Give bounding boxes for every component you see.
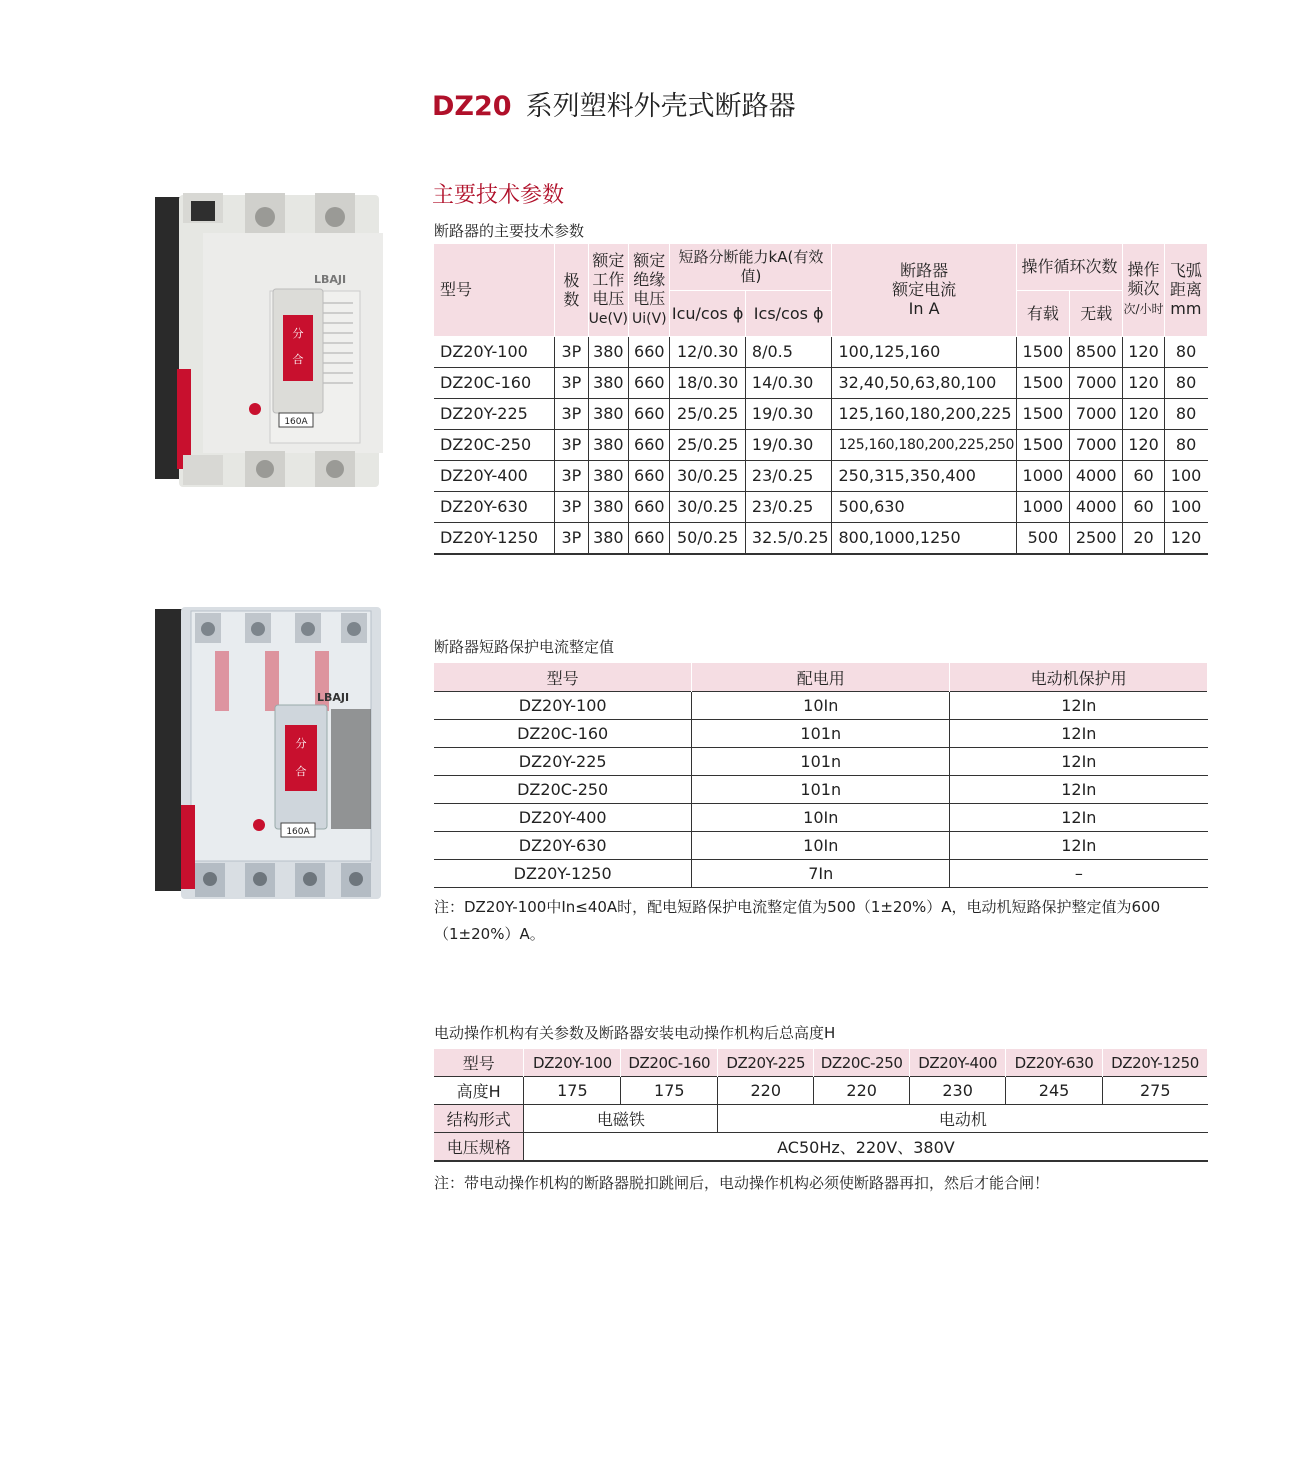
cell-ui: 660 — [629, 367, 670, 398]
cell-ue: 380 — [588, 491, 629, 522]
cell-load: 500 — [1016, 522, 1069, 554]
cell-ue: 380 — [588, 367, 629, 398]
cell-model: DZ20Y-630 — [434, 491, 555, 522]
cell-ui: 660 — [629, 429, 670, 460]
cell-ue: 380 — [588, 522, 629, 554]
cell-ics: 19/0.30 — [745, 429, 832, 460]
cell-freq: 60 — [1123, 491, 1164, 522]
cell-distribution: 10In — [692, 804, 950, 832]
cell-distribution: 101n — [692, 776, 950, 804]
cell-arc: 80 — [1164, 367, 1207, 398]
mechanism-table — [434, 1049, 1208, 1162]
cell-icu: 30/0.25 — [670, 491, 746, 522]
header-ics: Ics/cos ϕ — [745, 290, 832, 336]
cell-ue: 380 — [588, 336, 629, 367]
cell-icu: 30/0.25 — [670, 460, 746, 491]
header-rated-current: 断路器 额定电流 In A — [832, 244, 1016, 336]
header-no-load: 无载 — [1070, 290, 1123, 336]
header-model: 型号 — [434, 663, 692, 692]
header-model-item: DZ20Y-100 — [524, 1049, 621, 1077]
cell-voltage: AC50Hz、220V、380V — [524, 1133, 1208, 1162]
cell-freq: 60 — [1123, 460, 1164, 491]
cell-motor: 12In — [950, 804, 1208, 832]
cell-distribution: 101n — [692, 720, 950, 748]
cell-poles: 3P — [555, 460, 588, 491]
cell-in: 100,125,160 — [832, 336, 1016, 367]
cell-poles: 3P — [555, 398, 588, 429]
structure-label: 结构形式 — [434, 1105, 524, 1133]
cell-structure-magnet: 电磁铁 — [524, 1105, 718, 1133]
header-model-item: DZ20Y-630 — [1006, 1049, 1103, 1077]
cell-noload: 7000 — [1070, 367, 1123, 398]
cell-motor: 12In — [950, 832, 1208, 860]
table-row — [434, 1105, 1208, 1133]
cell-model: DZ20C-160 — [434, 367, 555, 398]
cell-model: DZ20Y-225 — [434, 398, 555, 429]
cell-freq: 120 — [1123, 429, 1164, 460]
table-row — [434, 1077, 1208, 1105]
cell-noload: 7000 — [1070, 429, 1123, 460]
switch-off-label: 分 — [292, 327, 304, 340]
cell-icu: 12/0.30 — [670, 336, 746, 367]
cell-arc: 80 — [1164, 398, 1207, 429]
rating-label: 160A — [284, 417, 308, 427]
table-row — [434, 832, 1208, 860]
page-title — [432, 84, 796, 123]
cell-freq: 120 — [1123, 336, 1164, 367]
cell-ui: 660 — [629, 522, 670, 554]
voltage-label: 电压规格 — [434, 1133, 524, 1162]
protection-table — [434, 663, 1208, 888]
cell-load: 1500 — [1016, 367, 1069, 398]
header-model-item: DZ20C-160 — [621, 1049, 718, 1077]
cell-ui: 660 — [629, 460, 670, 491]
table-row — [434, 1049, 1208, 1077]
cell-ics: 32.5/0.25 — [745, 522, 832, 554]
cell-freq: 120 — [1123, 367, 1164, 398]
cell-ue: 380 — [588, 460, 629, 491]
table-row — [434, 776, 1208, 804]
cell-in: 500,630 — [832, 491, 1016, 522]
cell-ui: 660 — [629, 336, 670, 367]
cell-ics: 19/0.30 — [745, 398, 832, 429]
cell-ue: 380 — [588, 429, 629, 460]
cell-poles: 3P — [555, 336, 588, 367]
cell-arc: 100 — [1164, 491, 1207, 522]
header-icu: Icu/cos ϕ — [670, 290, 746, 336]
header-model-item: DZ20Y-400 — [910, 1049, 1006, 1077]
main-parameters-table — [434, 244, 1208, 555]
cell-ue: 380 — [588, 398, 629, 429]
cell-motor: 12In — [950, 748, 1208, 776]
table-row — [434, 860, 1208, 888]
cell-arc: 80 — [1164, 336, 1207, 367]
cell-poles: 3P — [555, 429, 588, 460]
cell-height: 220 — [718, 1077, 814, 1105]
header-frequency: 操作 频次 次/小时 — [1123, 244, 1164, 336]
header-rated-voltage: 额定 工作 电压 Ue(V) — [588, 244, 629, 336]
cell-height: 245 — [1006, 1077, 1103, 1105]
cell-load: 1500 — [1016, 336, 1069, 367]
cell-noload: 8500 — [1070, 336, 1123, 367]
cell-motor: 12In — [950, 692, 1208, 720]
header-with-load: 有载 — [1016, 290, 1069, 336]
cell-model: DZ20Y-630 — [434, 832, 692, 860]
cell-model: DZ20Y-225 — [434, 748, 692, 776]
cell-height: 220 — [814, 1077, 910, 1105]
switch-off-label: 分 — [295, 737, 307, 750]
cell-model: DZ20Y-400 — [434, 460, 555, 491]
cell-height: 275 — [1103, 1077, 1208, 1105]
table-row — [434, 522, 1208, 554]
cell-distribution: 10In — [692, 832, 950, 860]
table-row — [434, 367, 1208, 398]
cell-arc: 100 — [1164, 460, 1207, 491]
cell-motor: 12In — [950, 720, 1208, 748]
cell-poles: 3P — [555, 367, 588, 398]
cell-height: 230 — [910, 1077, 1006, 1105]
brand-logo: LBAJI — [313, 273, 347, 286]
brand-logo: LBAJI — [316, 691, 350, 704]
cell-noload: 4000 — [1070, 460, 1123, 491]
table-row — [434, 398, 1208, 429]
cell-model: DZ20C-250 — [434, 776, 692, 804]
cell-model: DZ20C-250 — [434, 429, 555, 460]
cell-structure-motor: 电动机 — [718, 1105, 1208, 1133]
cell-noload: 7000 — [1070, 398, 1123, 429]
cell-in: 125,160,180,200,225,250 — [832, 429, 1016, 460]
switch-on-label: 合 — [292, 353, 304, 366]
cell-model: DZ20C-160 — [434, 720, 692, 748]
mechanism-note: 注：带电动操作机构的断路器脱扣跳闸后，电动操作机构必须使断路器再扣，然后才能合闸！ — [434, 1174, 1050, 1192]
rating-label: 160A — [286, 827, 310, 837]
cell-freq: 120 — [1123, 398, 1164, 429]
cell-poles: 3P — [555, 491, 588, 522]
section-heading: 主要技术参数 — [432, 183, 565, 208]
cell-load: 1000 — [1016, 491, 1069, 522]
table-row — [434, 720, 1208, 748]
title-text: 系列塑料外壳式断路器 — [525, 91, 796, 122]
cell-model: DZ20Y-400 — [434, 804, 692, 832]
header-breaking-capacity: 短路分断能力kA(有效值) — [670, 244, 832, 290]
cell-freq: 20 — [1123, 522, 1164, 554]
cell-model: DZ20Y-100 — [434, 336, 555, 367]
main-table-caption: 断路器的主要技术参数 — [434, 222, 585, 240]
cell-arc: 120 — [1164, 522, 1207, 554]
table-row — [434, 460, 1208, 491]
switch-on-label: 合 — [295, 765, 307, 778]
cell-model: DZ20Y-1250 — [434, 860, 692, 888]
header-arc-distance: 飞弧 距离 mm — [1164, 244, 1207, 336]
cell-load: 1500 — [1016, 429, 1069, 460]
mechanism-table-caption: 电动操作机构有关参数及断路器安装电动操作机构后总高度H — [434, 1024, 836, 1042]
cell-distribution: 101n — [692, 748, 950, 776]
table-row — [434, 692, 1208, 720]
table-row — [434, 748, 1208, 776]
table-row — [434, 804, 1208, 832]
title-model: DZ20 — [432, 91, 512, 122]
height-label: 高度H — [434, 1077, 524, 1105]
table-row — [434, 429, 1208, 460]
header-operating-cycles: 操作循环次数 — [1016, 244, 1123, 290]
cell-distribution: 7In — [692, 860, 950, 888]
cell-noload: 4000 — [1070, 491, 1123, 522]
header-model: 型号 — [434, 1049, 524, 1077]
table-row — [434, 1133, 1208, 1162]
cell-height: 175 — [621, 1077, 718, 1105]
cell-model: DZ20Y-1250 — [434, 522, 555, 554]
cell-icu: 25/0.25 — [670, 398, 746, 429]
cell-icu: 18/0.30 — [670, 367, 746, 398]
cell-ics: 14/0.30 — [745, 367, 832, 398]
header-model-item: DZ20Y-1250 — [1103, 1049, 1208, 1077]
breaker-opaque-photo — [155, 193, 385, 489]
cell-ui: 660 — [629, 398, 670, 429]
cell-ics: 23/0.25 — [745, 460, 832, 491]
header-model-item: DZ20C-250 — [814, 1049, 910, 1077]
protection-note: 注：DZ20Y-100中In≤40A时，配电短路保护电流整定值为500（1±20%）A，电动机短路保护整定值为600（1±20%）A。 — [434, 898, 1161, 943]
table-row — [434, 336, 1208, 367]
table-row — [434, 491, 1208, 522]
cell-noload: 2500 — [1070, 522, 1123, 554]
cell-ics: 8/0.5 — [745, 336, 832, 367]
cell-in: 250,315,350,400 — [832, 460, 1016, 491]
cell-load: 1000 — [1016, 460, 1069, 491]
header-distribution: 配电用 — [692, 663, 950, 692]
breaker-transparent-photo — [155, 605, 385, 901]
cell-arc: 80 — [1164, 429, 1207, 460]
protection-table-caption: 断路器短路保护电流整定值 — [434, 638, 615, 656]
header-model-item: DZ20Y-225 — [718, 1049, 814, 1077]
header-poles: 极 数 — [555, 244, 588, 336]
cell-in: 125,160,180,200,225 — [832, 398, 1016, 429]
cell-icu: 50/0.25 — [670, 522, 746, 554]
cell-icu: 25/0.25 — [670, 429, 746, 460]
header-motor-protection: 电动机保护用 — [950, 663, 1208, 692]
header-insulation-voltage: 额定 绝缘 电压 Ui(V) — [629, 244, 670, 336]
cell-load: 1500 — [1016, 398, 1069, 429]
cell-distribution: 10In — [692, 692, 950, 720]
header-model: 型号 — [434, 244, 555, 336]
cell-motor: 12In — [950, 776, 1208, 804]
cell-in: 800,1000,1250 — [832, 522, 1016, 554]
cell-ui: 660 — [629, 491, 670, 522]
cell-in: 32,40,50,63,80,100 — [832, 367, 1016, 398]
cell-motor: – — [950, 860, 1208, 888]
cell-height: 175 — [524, 1077, 621, 1105]
cell-ics: 23/0.25 — [745, 491, 832, 522]
cell-model: DZ20Y-100 — [434, 692, 692, 720]
cell-poles: 3P — [555, 522, 588, 554]
